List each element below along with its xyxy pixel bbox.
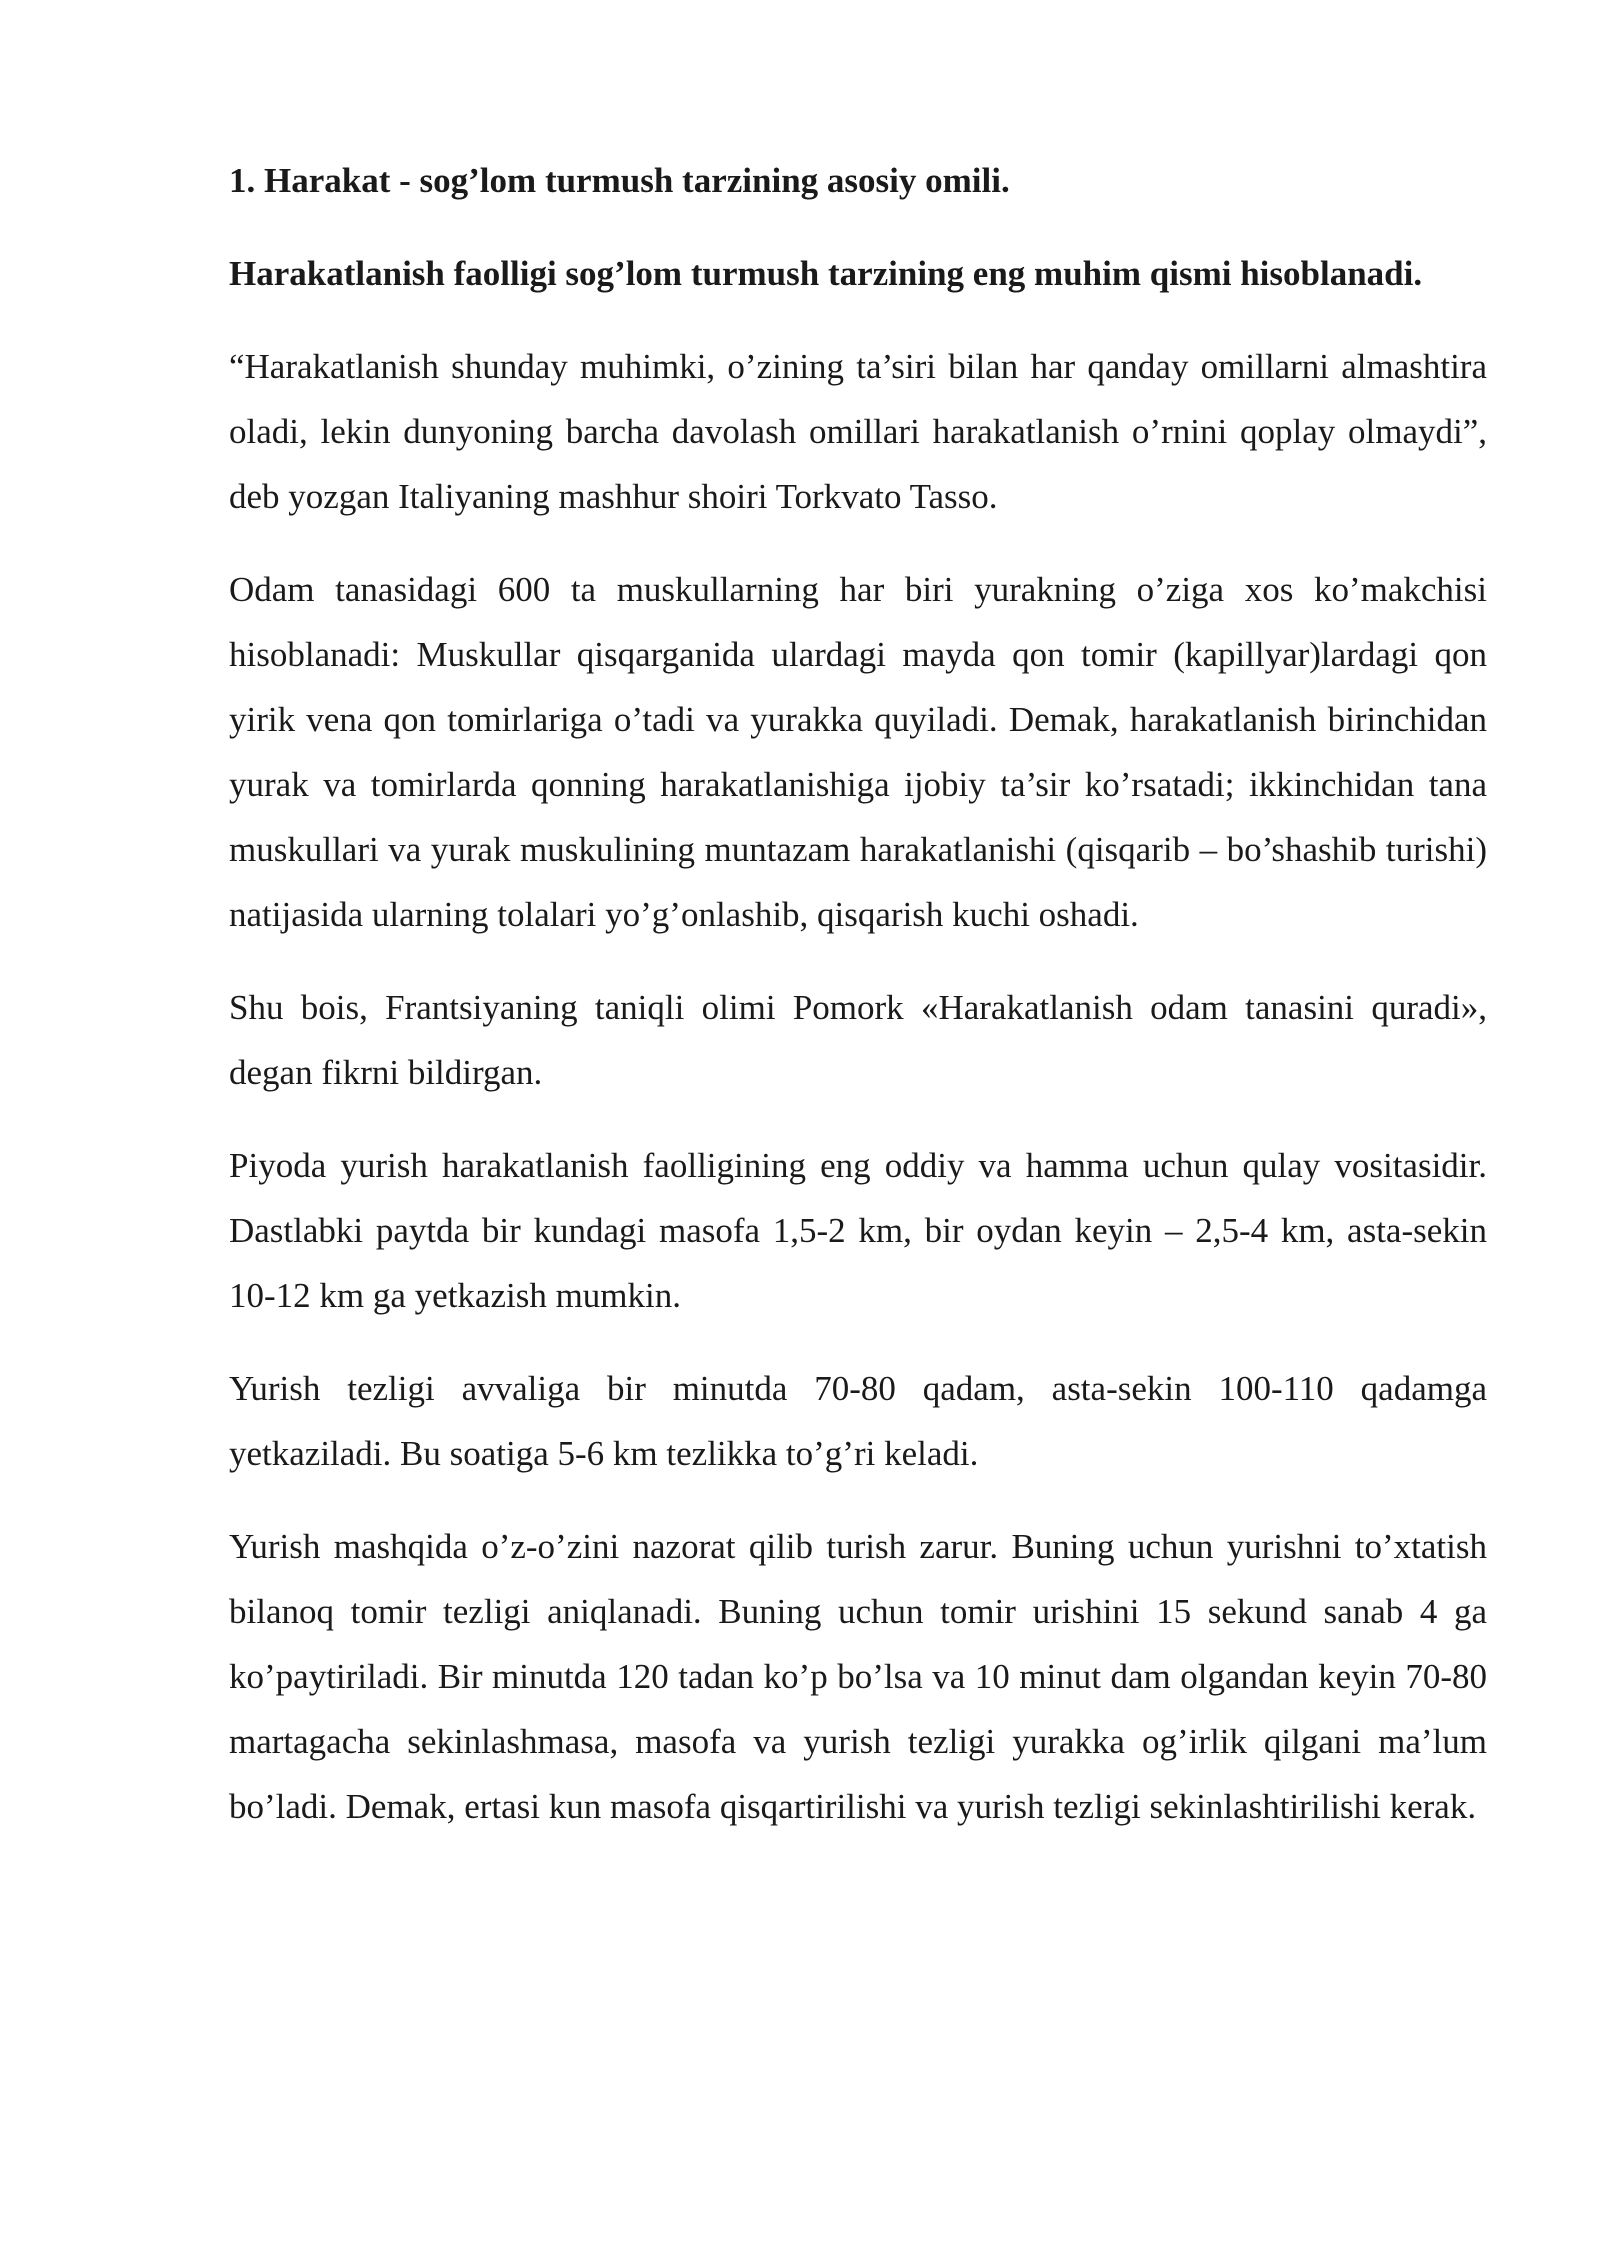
paragraph-muscles: Odam tanasidagi 600 ta muskullarning har biri yurakning o’ziga xos ko’makchisi hisoblanadi: Muskullar qisqarganida ulardagi mayda qon tomir (kapillyar)lardagi qon yirik vena qon tomirlariga o’tadi va yurakka quyiladi. Demak, harakatlanish birinchidan yurak va tomirlarda qonning harakatlanishiga ijobiy ta’sir ko’rsatadi; ikkinchidan tana muskullari va yurak muskulining muntazam harakatlanishi (qisqarib – bo’shashib turishi) natijasida ularning tolalari yo’g’onlashib, qisqarish kuchi oshadi. [229,570,1487,934]
paragraph-pomork: Shu bois, Frantsiyaning taniqli olimi Pomork «Harakatlanish odam tanasini quradi», degan fikrni bildirgan. [229,988,1487,1092]
section-heading: 1. Harakat - sog’lom turmush tarzining asosiy omili. [229,161,1010,200]
paragraph-walking: Piyoda yurish harakatlanish faolligining eng oddiy va hamma uchun qulay vositasidir. Dastlabki paytda bir kundagi masofa 1,5-2 km, bir oydan keyin – 2,5-4 km, asta-sekin 10-12 km ga yetkazish mumkin. [229,1146,1487,1315]
section-subheading: Harakatlanish faolligi sog’lom turmush tarzining eng muhim qismi hisoblanadi. [229,254,1423,293]
paragraph-tasso-quote: “Harakatlanish shunday muhimki, o’zining ta’siri bilan har qanday omillarni almashtira oladi, lekin dunyoning barcha davolash omillari harakatlanish o’rnini qoplay olmaydi”, deb yozgan Italiyaning mashhur shoiri Torkvato Tasso. [229,347,1487,516]
paragraph-self-control: Yurish mashqida o’z-o’zini nazorat qilib turish zarur. Buning uchun yurishni to’xtatish bilanoq tomir tezligi aniqlanadi. Buning uchun tomir urishini 15 sekund sanab 4 ga ko’paytiriladi. Bir minutda 120 tadan ko’p bo’lsa va 10 minut dam olgandan keyin 70-80 martagacha sekinlashmasa, masofa va yurish tezligi yurakka og’irlik qilgani ma’lum bo’ladi. Demak, ertasi kun masofa qisqartirilishi va yurish tezligi sekinlashtirilishi kerak. [229,1527,1487,1826]
paragraph-walking-speed: Yurish tezligi avvaliga bir minutda 70-80 qadam, asta-sekin 100-110 qadamga yetkaziladi. Bu soatiga 5-6 km tezlikka to’g’ri keladi. [229,1369,1487,1473]
document-page [229,148,1487,1867]
